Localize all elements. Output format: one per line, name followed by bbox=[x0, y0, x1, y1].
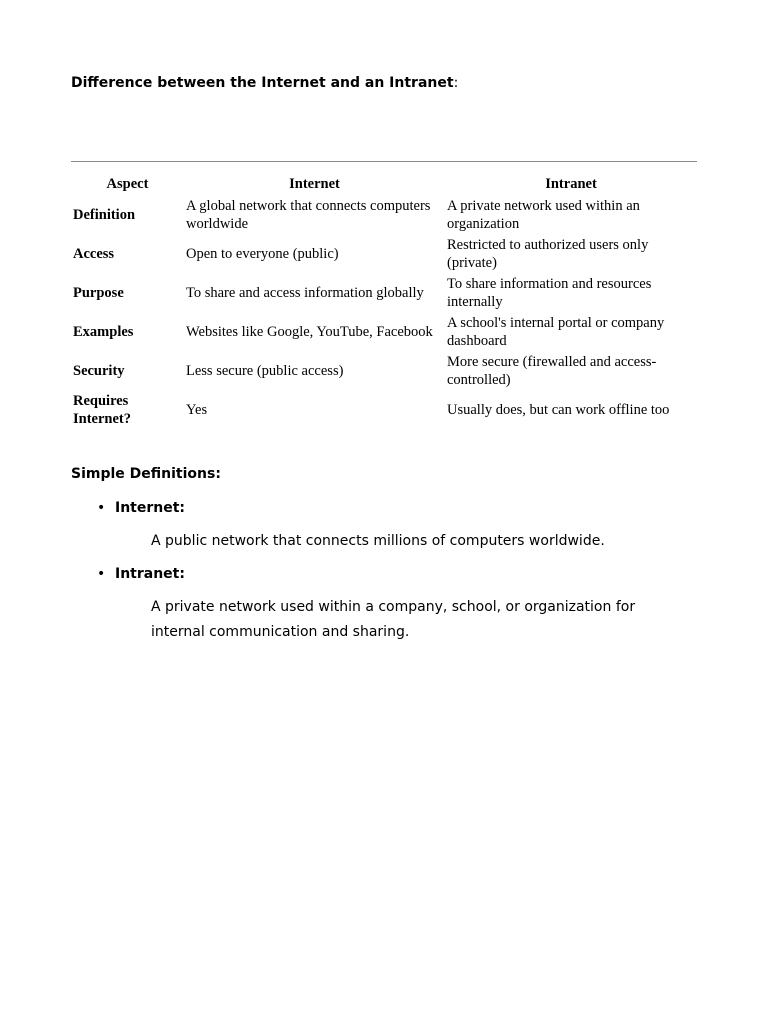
list-item-intranet bbox=[97, 565, 185, 583]
term-internet: Internet: bbox=[115, 500, 186, 516]
table-row bbox=[71, 195, 697, 234]
table-row bbox=[71, 351, 697, 390]
cell-aspect: Access bbox=[73, 245, 115, 262]
cell-internet: To share and access information globally bbox=[186, 284, 424, 301]
cell-internet: A global network that connects computers worldwide bbox=[186, 197, 431, 232]
cell-internet: Yes bbox=[186, 401, 208, 418]
cell-internet: Less secure (public access) bbox=[186, 362, 344, 379]
cell-aspect: Requires Internet? bbox=[73, 392, 131, 427]
heading-bold-text: Difference between the Internet and an Intranet bbox=[71, 75, 454, 91]
table-header-row bbox=[71, 174, 697, 195]
list-item-internet bbox=[97, 499, 185, 517]
table-row bbox=[71, 312, 697, 351]
cell-aspect: Examples bbox=[73, 323, 134, 340]
table-row bbox=[71, 390, 697, 429]
cell-intranet: A school's internal portal or company dashboard bbox=[447, 314, 665, 349]
cell-internet: Open to everyone (public) bbox=[186, 245, 339, 262]
cell-aspect: Security bbox=[73, 362, 125, 379]
cell-intranet: A private network used within an organization bbox=[447, 197, 640, 232]
document-heading bbox=[71, 74, 458, 92]
term-intranet: Intranet: bbox=[115, 566, 185, 582]
comparison-table bbox=[71, 174, 697, 429]
cell-internet: Websites like Google, YouTube, Facebook bbox=[186, 323, 433, 340]
bullet-dot: • bbox=[97, 500, 106, 516]
cell-intranet: To share information and resources internally bbox=[447, 275, 652, 310]
table-row bbox=[71, 234, 697, 273]
bullet-dot: • bbox=[97, 566, 106, 582]
definition-internet: A public network that connects millions of computers worldwide. bbox=[151, 533, 605, 549]
header-internet: Internet bbox=[289, 176, 340, 192]
simple-definitions-heading: Simple Definitions: bbox=[71, 466, 221, 482]
cell-intranet: Restricted to authorized users only (private) bbox=[447, 236, 649, 271]
header-aspect: Aspect bbox=[106, 176, 149, 192]
table-row bbox=[71, 273, 697, 312]
horizontal-rule bbox=[71, 161, 697, 162]
cell-aspect: Definition bbox=[73, 206, 136, 223]
cell-intranet: Usually does, but can work offline too bbox=[447, 401, 670, 418]
heading-colon: : bbox=[453, 75, 459, 91]
cell-intranet: More secure (firewalled and access-controlled) bbox=[447, 353, 657, 388]
cell-aspect: Purpose bbox=[73, 284, 124, 301]
definition-intranet: A private network used within a company, school, or organization for internal communication and sharing. bbox=[151, 599, 636, 640]
header-intranet: Intranet bbox=[545, 176, 597, 192]
